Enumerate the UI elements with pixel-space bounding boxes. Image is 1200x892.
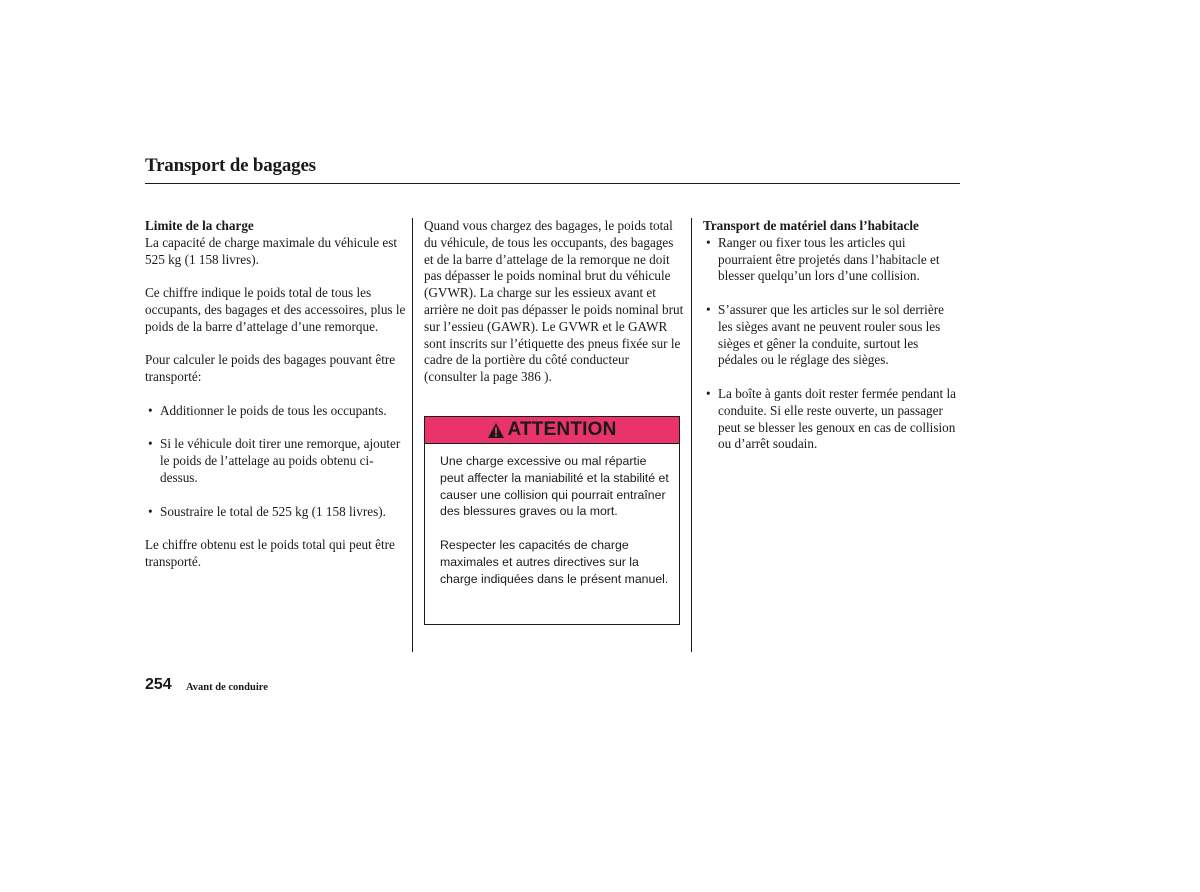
list-item: • S’assurer que les articles sur le sol derrière les sièges avant ne peuvent rouler sous les sièges et gêner la conduite, surtout les pédales ou le réglage des sièges. bbox=[703, 302, 961, 369]
warning-body bbox=[425, 444, 679, 587]
load-limit-paragraph-1: La capacité de charge maximale du véhicule est 525 kg (1 158 livres). bbox=[145, 234, 398, 267]
column-cabin-cargo bbox=[703, 218, 961, 470]
list-item: • Si le véhicule doit tirer une remorque, ajouter le poids de l’attelage au poids obtenu ci-dessus. bbox=[145, 436, 407, 486]
bullet-icon: • bbox=[706, 234, 711, 250]
list-item: • Soustraire le total de 525 kg (1 158 livres). bbox=[145, 504, 407, 521]
column-divider-right bbox=[691, 218, 692, 652]
warning-label: ATTENTION bbox=[507, 419, 617, 440]
column-load-limit bbox=[145, 218, 407, 588]
warning-paragraph-1: Une charge excessive ou mal répartie peut affecter la maniabilité et la stabilité et causer une collision qui pourrait entraîner des blessures graves ou la mort. bbox=[440, 454, 669, 519]
bullet-icon: • bbox=[706, 301, 711, 317]
load-limit-paragraph-4: Le chiffre obtenu est le poids total qui peut être transporté. bbox=[145, 537, 395, 569]
list-item: • Ranger ou fixer tous les articles qui pourraient être projetés dans l’habitacle et blesser quelqu’un lors d’une collision. bbox=[703, 235, 961, 285]
bullet-icon: • bbox=[148, 402, 153, 418]
column-divider-left bbox=[412, 218, 413, 652]
load-limit-heading: Limite de la charge bbox=[145, 218, 254, 233]
warning-paragraph-2: Respecter les capacités de charge maximales et autres directives sur la charge indiquées dans le présent manuel. bbox=[440, 537, 669, 586]
warning-triangle-icon bbox=[487, 422, 505, 439]
warning-box bbox=[424, 416, 680, 625]
bullet-icon: • bbox=[706, 385, 711, 401]
column-weight-ratings bbox=[424, 218, 684, 403]
list-item: • La boîte à gants doit rester fermée pendant la conduite. Si elle reste ouverte, un passager peut se blesser les genoux en cas de collision ou d’arrêt soudain. bbox=[703, 386, 961, 453]
section-name: Avant de conduire bbox=[186, 682, 268, 693]
bullet-icon: • bbox=[148, 436, 153, 452]
weight-ratings-paragraph: Quand vous chargez des bagages, le poids total du véhicule, de tous les occupants, des bagages et de la barre d’attelage de la remorque ne doit pas dépasser le poids nominal brut du véhicule (GVWR). La charge sur les essieux avant et arrière ne doit pas dépasser le poids nominal brut sur l’essieu (GAWR). Le GVWR et le GAWR sont inscrits sur l’étiquette des pneus fixée sur le cadre de la portière du côté conducteur (consulter la page 386 ). bbox=[424, 218, 684, 385]
load-limit-paragraph-2: Ce chiffre indique le poids total de tous les occupants, des bagages et des accessoires, plus le poids de la barre d’attelage d’une remorque. bbox=[145, 285, 406, 334]
page-number: 254 bbox=[145, 676, 172, 693]
page-title: Transport de bagages bbox=[145, 155, 316, 176]
warning-header bbox=[425, 417, 679, 444]
bullet-icon: • bbox=[148, 503, 153, 519]
load-limit-paragraph-3: Pour calculer le poids des bagages pouvant être transporté: bbox=[145, 352, 396, 385]
list-item: • Additionner le poids de tous les occupants. bbox=[145, 403, 407, 420]
cabin-cargo-heading: Transport de matériel dans l’habitacle bbox=[703, 218, 919, 233]
title-rule bbox=[145, 183, 960, 184]
